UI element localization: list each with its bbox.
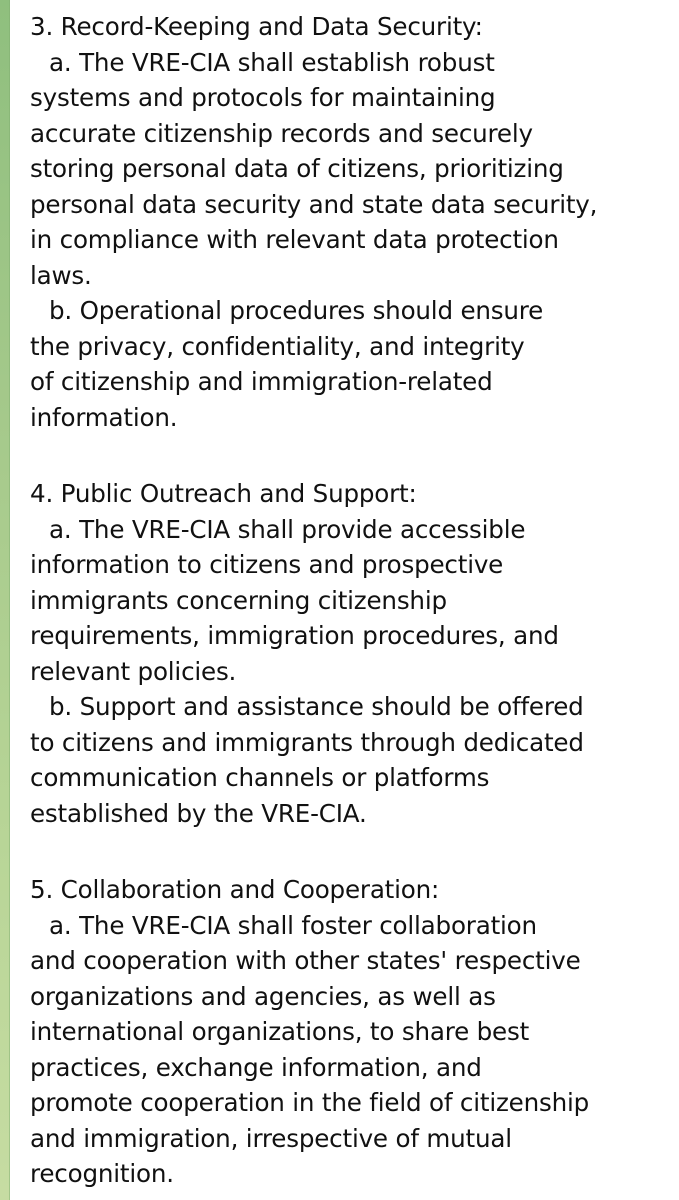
text-line: and cooperation with other states' respective <box>30 946 581 975</box>
text-line: and immigration, irrespective of mutual <box>30 1123 512 1153</box>
text-line: organizations and agencies, as well as <box>30 981 496 1011</box>
text-line: b. Support and assistance should be offered <box>49 692 584 721</box>
text-line: immigrants concerning citizenship <box>30 585 447 615</box>
text-line: systems and protocols for maintaining <box>30 83 496 112</box>
text-line: of citizenship and immigration-related <box>30 367 493 396</box>
text-line: accurate citizenship records and securely <box>30 118 533 148</box>
text-line: information. <box>30 402 178 432</box>
text-line: b. Operational procedures should ensure <box>49 296 544 325</box>
text-line: promote cooperation in the field of citizenship <box>30 1088 590 1117</box>
text-line: laws. <box>30 260 92 290</box>
text-line: the privacy, confidentiality, and integrity <box>30 331 525 361</box>
text-line: practices, exchange information, and <box>30 1052 482 1082</box>
text-line: international organizations, to share best <box>30 1017 530 1046</box>
text-line: relevant policies. <box>30 656 237 686</box>
paragraph-gap <box>30 435 670 476</box>
text-line: established by the VRE-CIA. <box>30 798 367 828</box>
text-line: a. The VRE-CIA shall provide accessible <box>49 514 526 544</box>
text-line: recognition. <box>30 1159 174 1188</box>
section-heading: 4. Public Outreach and Support: <box>30 479 417 508</box>
text-line: in compliance with relevant data protection <box>30 225 559 254</box>
section-heading: 5. Collaboration and Cooperation: <box>30 875 440 904</box>
paragraph-gap <box>30 831 670 872</box>
text-line: information to citizens and prospective <box>30 550 504 579</box>
section-heading: 3. Record-Keeping and Data Security: <box>30 12 483 41</box>
text-line: requirements, immigration procedures, and <box>30 621 559 650</box>
text-line: personal data security and state data security, <box>30 189 598 219</box>
text-line: storing personal data of citizens, prioritizing <box>30 154 564 183</box>
text-line: to citizens and immigrants through dedicated <box>30 727 584 757</box>
chat-background-strip <box>0 0 10 1200</box>
text-line: a. The VRE-CIA shall foster collaboration <box>49 910 537 940</box>
message-bubble[interactable] <box>10 0 679 1200</box>
text-line: communication channels or platforms <box>30 763 490 792</box>
text-line: a. The VRE-CIA shall establish robust <box>49 47 495 77</box>
message-text <box>30 9 670 1192</box>
